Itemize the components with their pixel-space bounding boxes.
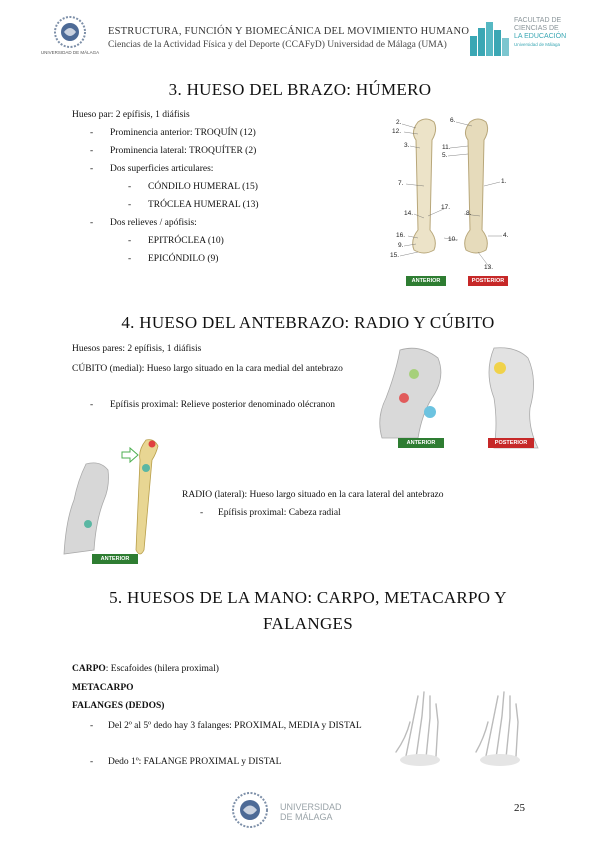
- cubito-item: - Epífisis proximal: Relieve posterior denominado olécranon: [90, 400, 336, 410]
- section3-list-item: - CÓNDILO HUMERAL (15): [128, 182, 258, 192]
- hand-skeleton-illustration: [376, 682, 552, 770]
- humerus-label-10: 10.: [448, 236, 458, 243]
- ulna-anterior-tag: ANTERIOR: [398, 438, 444, 448]
- section3-item-ref: (12): [237, 128, 256, 138]
- radius-figure: [60, 438, 170, 568]
- footer-university-line-1: UNIVERSIDAD: [280, 802, 342, 812]
- carpo-lead: CARPO: [72, 664, 106, 674]
- uma-logo-caption: UNIVERSIDAD DE MÁLAGA: [40, 50, 100, 55]
- section3-item-ref: (9): [205, 254, 219, 264]
- section3-list-item: - EPICÓNDILO (9): [128, 254, 219, 264]
- footer-university-line-2: DE MÁLAGA: [280, 812, 333, 822]
- falanges-item-2-text: Dedo 1º: FALANGE PROXIMAL y DISTAL: [108, 757, 282, 767]
- humerus-label-17: 17.: [441, 204, 451, 211]
- radio-lead: RADIO: [182, 490, 213, 500]
- cubito-lead: CÚBITO: [72, 364, 108, 374]
- section3-title: 3. HUESO DEL BRAZO: HÚMERO: [168, 80, 432, 99]
- falanges-item-2: - Dedo 1º: FALANGE PROXIMAL y DISTAL: [90, 757, 282, 767]
- radio-item: - Epífisis proximal: Cabeza radial: [200, 508, 341, 518]
- section3-list-item: - Prominencia anterior: TROQUÍN (12): [90, 128, 256, 138]
- humerus-illustration: [384, 112, 524, 290]
- humerus-label-5: 5.: [442, 152, 448, 159]
- humerus-figure: [384, 112, 524, 290]
- humerus-label-13: 13.: [484, 264, 494, 271]
- section3-list: [90, 126, 370, 270]
- carpo-text: : Escafoides (hilera proximal): [105, 664, 219, 674]
- faculty-logo: [470, 16, 580, 60]
- section3-item-text: Prominencia lateral:: [110, 146, 189, 156]
- section3-item-term: EPICÓNDILO: [148, 254, 205, 264]
- section3-item-term: EPITRÓCLEA: [148, 236, 206, 246]
- humerus-label-4: 4.: [503, 232, 509, 239]
- page-number: 25: [514, 802, 525, 814]
- humerus-label-14: 14.: [404, 210, 414, 217]
- humerus-label-3: 3.: [404, 142, 410, 149]
- radius-illustration: [60, 438, 170, 568]
- section3-list-item: - TRÓCLEA HUMERAL (13): [128, 200, 259, 210]
- humerus-label-2: 2.: [396, 119, 402, 126]
- footer-logo: [228, 790, 358, 830]
- humerus-label-1: 1.: [501, 178, 507, 185]
- section3-list-item: - EPITRÓCLEA (10): [128, 236, 224, 246]
- humerus-label-12: 12.: [392, 128, 402, 135]
- ulna-posterior-tag: POSTERIOR: [488, 438, 534, 448]
- faculty-line-3: LA EDUCACIÓN: [514, 33, 567, 40]
- section3-item-term: TROQUÍN: [194, 128, 238, 138]
- faculty-small: Universidad de Málaga: [514, 42, 561, 47]
- carpo-line: [72, 662, 219, 676]
- section3-list-item: - Dos superficies articulares:: [90, 164, 214, 174]
- uma-footer-seal-icon: [228, 790, 272, 830]
- ulna-figure: [376, 344, 552, 456]
- section4-title: 4. HUESO DEL ANTEBRAZO: RADIO Y CÚBITO: [121, 313, 495, 332]
- falanges-item-1: - Del 2º al 5º dedo hay 3 falanges: PROXIMAL, MEDIA y DISTAL: [90, 721, 362, 731]
- radius-anterior-tag: ANTERIOR: [92, 554, 138, 564]
- section3-intro: Hueso par: 2 epífisis, 1 diáfisis: [72, 110, 190, 120]
- humerus-label-9: 9.: [398, 242, 404, 249]
- humerus-posterior-tag: POSTERIOR: [468, 276, 508, 286]
- uma-logo-left: [40, 14, 100, 58]
- section5-title-line1: 5. HUESOS DE LA MANO: CARPO, METACARPO Y: [109, 588, 507, 607]
- metacarpo-label: METACARPO: [72, 683, 134, 693]
- faculty-building-icon: [470, 20, 510, 56]
- section3-item-term: TRÓCLEA HUMERAL: [148, 200, 241, 210]
- humerus-label-16: 16.: [396, 232, 406, 239]
- section3-item-ref: (13): [240, 200, 259, 210]
- humerus-label-6: 6.: [450, 117, 456, 124]
- section3-item-text: Dos relieves / apófisis:: [110, 218, 197, 228]
- humerus-label-15: 15.: [390, 252, 400, 259]
- section3-item-ref: (2): [242, 146, 257, 156]
- section3-item-term: TROQUÍTER: [188, 146, 243, 156]
- section3-item-term: CÓNDILO HUMERAL: [148, 182, 240, 192]
- falanges-label: FALANGES (DEDOS): [72, 701, 165, 711]
- humerus-label-8: 8.: [466, 210, 472, 217]
- section3-item-text: Prominencia anterior:: [110, 128, 195, 138]
- humerus-label-7: 7.: [398, 180, 404, 187]
- hand-figure: [376, 682, 552, 770]
- header-subtitle: Ciencias de la Actividad Física y del Deporte (CCAFyD) Universidad de Málaga (UMA): [108, 40, 447, 50]
- radio-description: [182, 488, 444, 502]
- radio-text: (lateral): Hueso largo situado en la cara lateral del antebrazo: [212, 490, 444, 500]
- section4-intro: Huesos pares: 2 epífisis, 1 diáfisis: [72, 344, 202, 354]
- falanges-item-1-text: Del 2º al 5º dedo hay 3 falanges: PROXIMAL, MEDIA y DISTAL: [108, 721, 362, 731]
- cubito-description: [72, 360, 372, 378]
- section3-list-item: - Dos relieves / apófisis:: [90, 218, 197, 228]
- section3-list-item: - Prominencia lateral: TROQUÍTER (2): [90, 146, 257, 156]
- section3-item-ref: (15): [239, 182, 258, 192]
- section5-title-line2: FALANGES: [263, 614, 353, 633]
- humerus-label-11: 11.: [442, 144, 451, 151]
- cubito-text: (medial): Hueso largo situado en la cara medial del antebrazo: [107, 364, 343, 374]
- faculty-line-1: FACULTAD DE: [514, 17, 562, 24]
- radio-item-text: Epífisis proximal: Cabeza radial: [218, 508, 341, 518]
- section3-item-ref: (10): [205, 236, 224, 246]
- faculty-line-2: CIENCIAS DE: [514, 25, 559, 32]
- header-title: ESTRUCTURA, FUNCIÓN Y BIOMECÁNICA DEL MOVIMIENTO HUMANO: [108, 26, 470, 37]
- section3-item-text: Dos superficies articulares:: [110, 164, 214, 174]
- cubito-item-text: Epífisis proximal: Relieve posterior denominado olécranon: [110, 400, 336, 410]
- humerus-anterior-tag: ANTERIOR: [406, 276, 446, 286]
